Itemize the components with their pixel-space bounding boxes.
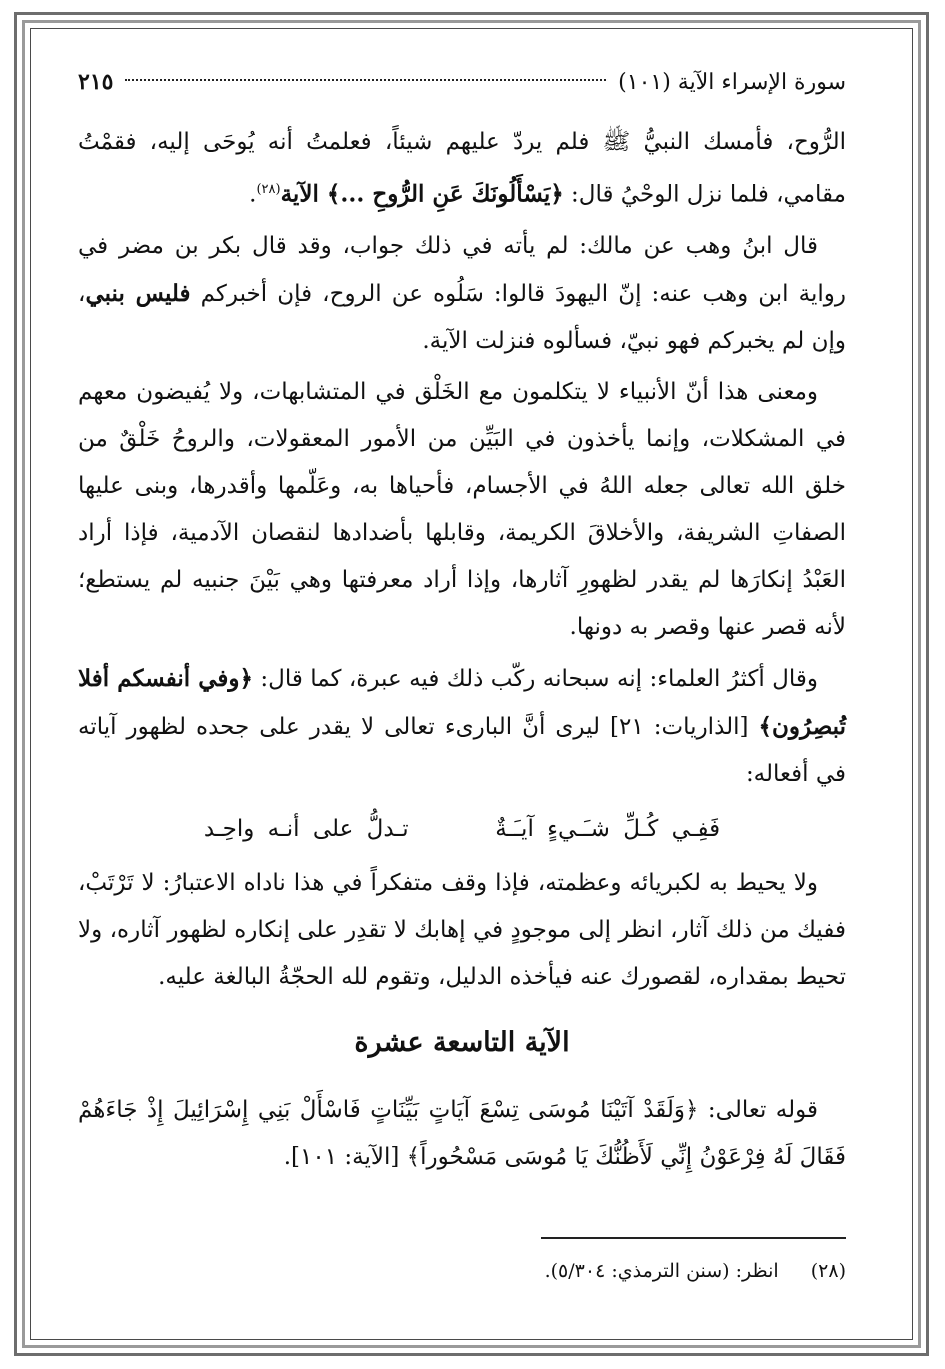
footnote xyxy=(545,1257,846,1285)
footnote-text: انظر: (سنن الترمذي: ٥/٣٠٤). xyxy=(544,1260,779,1282)
section-heading: الآية التاسعة عشرة xyxy=(354,1026,570,1058)
verse-hemistich-2: تـدلُّ على أنـه واحِـد xyxy=(203,815,409,842)
verse-hemistich-1: فَفِـي كُـلِّ شـَـيءٍ آيـَـةٌ xyxy=(495,815,721,842)
quran-quote: ﴿يَسْأَلُونَكَ عَنِ الرُّوحِ ...﴾ الآية xyxy=(280,180,564,208)
footnote-rule xyxy=(541,1237,846,1239)
paragraph-4 xyxy=(78,655,846,798)
paragraph-6 xyxy=(78,1087,846,1181)
paragraph-4-end: [الذاريات: ٢١] ليرى أنَّ البارىء تعالى لا يقدر على جحده لظهور آياته في أفعاله: xyxy=(78,713,846,787)
paragraph-2-text: قال ابنُ وهب عن مالك: لم يأته في ذلك جواب، وقد قال بكر بن مضر في رواية ابن وهب عنه: إنّ اليهودَ قالوا: سَلُوه عن الروح، فإن أخبركم xyxy=(78,232,846,307)
footnote-number: (٢٨) xyxy=(810,1260,846,1282)
paragraph-3: ومعنى هذا أنّ الأنبياء لا يتكلمون مع الخَلْق في المتشابهات، ولا يُفيضون معهم في المشكلات، وإنما يأخذون في البَيِّن من الأمور المعقولات، والروحُ خَلْقٌ من خلق الله تعالى جعله اللهُ في الأجسام، فأحياها به، وعَلّمها وأقدرها، وبنى عليها الصفاتِ الشريفة، والأخلاقَ الكريمة، وقابلها بأضدادها لنقصان الآدمية، فإذا أراد العَبْدُ إنكارَها لم يقدر لظهورِ آثارها، وإذا أراد معرفتها وهي بَيْنَ جنبيه لم يستطع؛ لأنه قصر عنها وقصر به دونها. xyxy=(78,378,846,640)
paragraph-1-text: الرُّوح، فأمسك النبيُّ ﷺ فلم يردّ عليهم شيئاً، فعلمتُ أنه يُوحَى إليه، فقمْتُ مقامي، فلما نزل الوحْيُ قال: xyxy=(78,129,846,208)
quran-quote: ﴿وفي أنفسكم أفلا تُبصِرُون﴾ xyxy=(78,664,846,740)
paragraph-1-end: . xyxy=(249,181,257,208)
verse-reference: [الآية: ١٠١]. xyxy=(283,1143,407,1170)
paragraph-6-text: قوله تعالى: xyxy=(698,1096,818,1123)
footnote-marker: (٢٨) xyxy=(256,182,281,197)
paragraph-1 xyxy=(78,119,846,219)
running-head-title: سورة الإسراء الآية (١٠١) xyxy=(618,70,846,95)
quran-verse: ﴿وَلَقَدْ آتَيْنَا مُوسَى تِسْعَ آيَاتٍ بَيِّنَاتٍ فَاسْأَلْ بَنِي إِسْرَائِيلَ إِذْ جَاءَهُمْ فَقَالَ لَهُ فِرْعَوْنُ إِنِّي لَأَظُنُّكَ يَا مُوسَى مَسْحُوراً﴾ xyxy=(78,1096,846,1170)
paragraph-2 xyxy=(78,223,846,365)
paragraph-5: ولا يحيط به لكبريائه وعظمته، فإذا وقف متفكراً في هذا ناداه الاعتبارُ: لا تَرْتَبْ، ففيك من ذلك آثار، انظر إلى موجودٍ في إهابك لا تقدِر على إنكاره لظهور آثاره، ولا تحيط بمقداره، لقصورك عنه فيأخذه الدليل، وتقوم لله الحجّةُ البالغة عليه. xyxy=(78,869,846,990)
running-head xyxy=(78,60,846,105)
paragraph-2-end: ، وإن لم يخبركم فهو نبيّ، فسألوه فنزلت الآية. xyxy=(78,280,846,354)
leader-dots xyxy=(125,79,606,81)
paragraph-4-text: وقال أكثرُ العلماء: إنه سبحانه ركّب ذلك فيه عبرة، كما قال: xyxy=(252,665,819,692)
page-number: ٢١٥ xyxy=(78,69,114,95)
document-page xyxy=(78,60,846,1310)
poetry-verse xyxy=(78,804,846,854)
bold-phrase: فليس بنبي xyxy=(85,279,191,307)
